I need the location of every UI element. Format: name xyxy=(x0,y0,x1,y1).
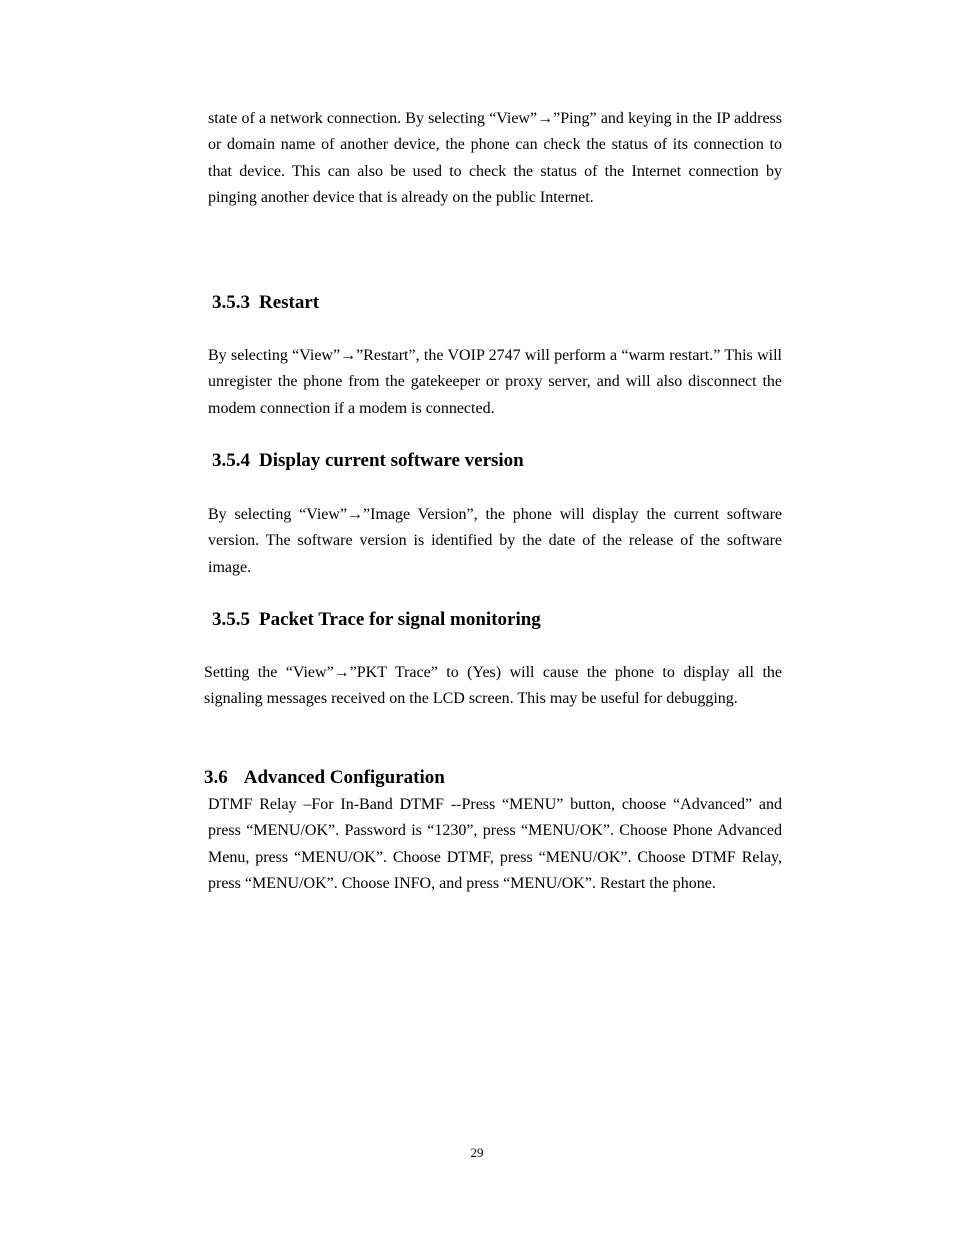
section-heading-software-version xyxy=(212,450,524,472)
section-heading-packet-trace xyxy=(212,609,541,631)
intro-paragraph: state of a network connection. By selecting “View”→”Ping” and keying in the IP address or domain name of another device, the phone can check the status of its connection to that device. This can also be used to check the status of the Internet connection by pinging another device that is already on the public Internet. xyxy=(208,110,782,207)
section-title: Packet Trace for signal monitoring xyxy=(259,609,541,630)
section-body-restart: By selecting “View”→”Restart”, the VOIP 2747 will perform a “warm restart.” This will unregister the phone from the gatekeeper or proxy server, and will also disconnect the modem connection if a modem is connected. xyxy=(208,347,782,417)
section-body-packet-trace: Setting the “View”→”PKT Trace” to (Yes) will cause the phone to display all the signaling messages received on the LCD screen. This may be useful for debugging. xyxy=(204,664,782,708)
section-title: Advanced Configuration xyxy=(243,767,445,788)
section-title: Restart xyxy=(259,292,320,313)
section-title: Display current software version xyxy=(259,450,524,471)
section-number: 3.5.3 xyxy=(212,292,250,313)
section-number: 3.6 xyxy=(204,767,228,788)
section-number: 3.5.5 xyxy=(212,609,250,630)
section-heading-advanced-configuration xyxy=(204,767,445,789)
page-number: 29 xyxy=(470,1145,484,1160)
section-heading-restart xyxy=(212,292,319,314)
section-body-software-version: By selecting “View”→”Image Version”, the phone will display the current software version. The software version is identified by the date of the release of the software image. xyxy=(208,506,782,576)
section-number: 3.5.4 xyxy=(212,450,250,471)
section-body-advanced-configuration: DTMF Relay –For In-Band DTMF --Press “MENU” button, choose “Advanced” and press “MENU/OK”. Password is “1230”, press “MENU/OK”. Choose Phone Advanced Menu, press “MENU/OK”. Choose DTMF, press “MENU/OK”. Choose DTMF Relay, press “MENU/OK”. Choose INFO, and press “MENU/OK”. Restart the phone. xyxy=(208,796,782,893)
